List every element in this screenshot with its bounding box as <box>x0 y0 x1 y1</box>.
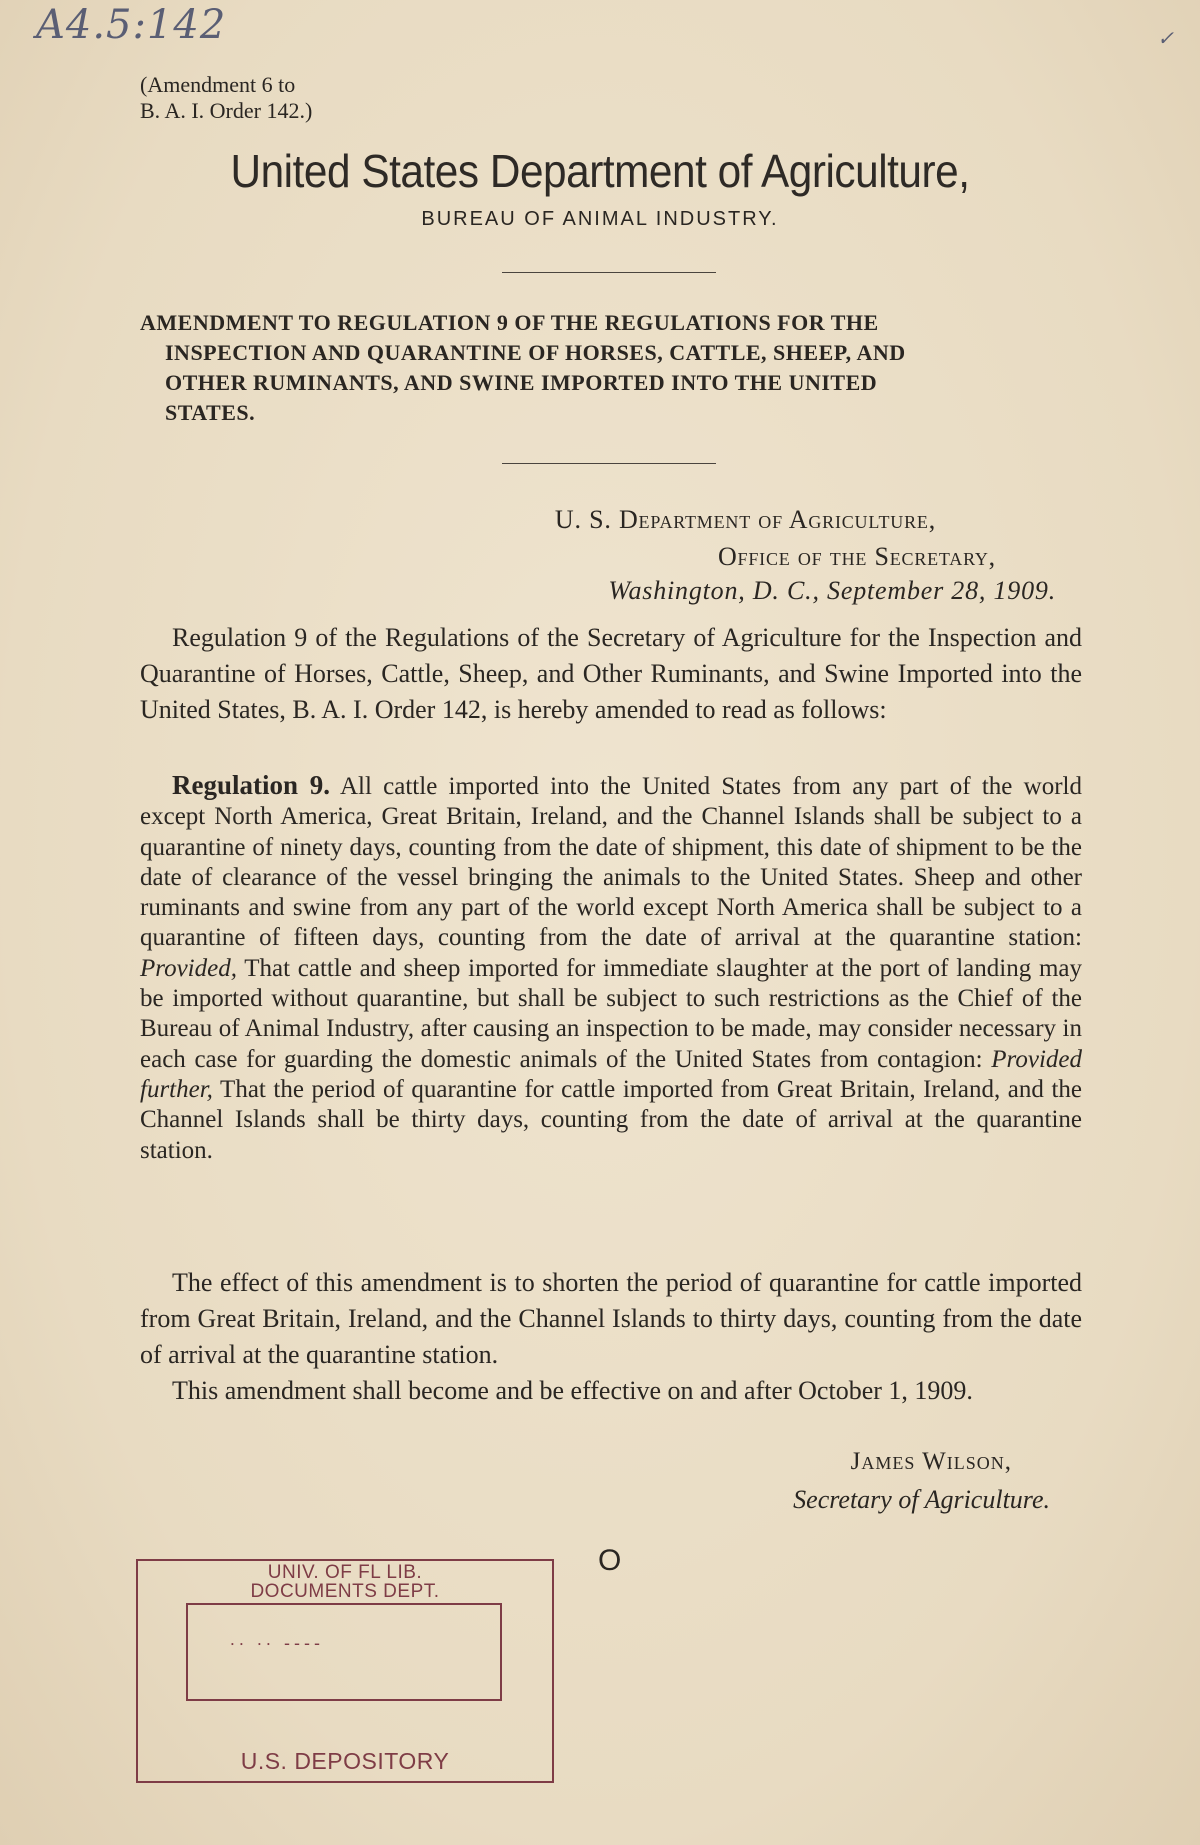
stamp-marks: ∙∙ ∙∙ ---- <box>230 1633 324 1653</box>
intro-paragraph: Regulation 9 of the Regulations of the Secretary of Agriculture for the Inspection and Quarantine of Horses, Cattle, Sheep, and Other Ruminants, and Swine Imported into the United States, B. A. I. Order 142, is hereby amended to read as follows: <box>140 623 1082 724</box>
bureau-subtitle: BUREAU OF ANIMAL INDUSTRY. <box>421 208 779 230</box>
amendment-note-line1: (Amendment 6 to <box>140 72 296 97</box>
stamp-inner-box <box>186 1603 502 1701</box>
signer-title: Secretary of Agriculture. <box>793 1485 1050 1514</box>
stamp-line2: DOCUMENTS DEPT. <box>250 1581 440 1602</box>
signer-name: James Wilson, <box>850 1448 1012 1475</box>
amendment-note <box>140 72 312 124</box>
regulation-text-b: That cattle and sheep imported for immediate slaughter at the port of landing may be imported without quarantine, but shall be subject to such restrictions as the Chief of the Bureau of Animal Industry, after causing an inspection to be made, may consider necessary in each case for guarding the domestic animals of the United States from contagion: <box>140 954 1082 1073</box>
department-title: United States Department of Agriculture, <box>230 145 970 197</box>
regulation-text-a: All cattle imported into the United States from any part of the world except North America, Great Britain, Ireland, and the Channel Islands shall be subject to a quarantine of ninety days, counting from the date of shipment, this date of shipment to be the date of clearance of the vessel bringing the animals to the United States. Sheep and other ruminants and swine from any part of the world except North America shall be subject to a quarantine of fifteen days, counting from the date of arrival at the quarantine station: <box>140 773 1082 952</box>
stamp-line1: UNIV. OF FL LIB. <box>267 1562 423 1583</box>
divider-rule-bottom <box>502 463 716 464</box>
dateline-office: Office of the Secretary, <box>717 542 996 571</box>
end-mark: O <box>598 1544 622 1577</box>
amendment-note-line2: B. A. I. Order 142.) <box>140 98 313 123</box>
corner-check-mark: ✓ <box>1157 26 1174 50</box>
regulation-paragraph <box>140 770 1082 1166</box>
amendment-heading <box>140 308 1082 428</box>
depository-stamp <box>136 1559 554 1783</box>
regulation-text-c: That the period of quarantine for cattle imported from Great Britain, Ireland, and the Channel Islands shall be thirty days, counting from the date of arrival at the quarantine station. <box>140 1075 1082 1164</box>
dateline-department: U. S. Department of Agriculture, <box>554 505 936 534</box>
effective-date-paragraph: This amendment shall become and be effective on and after October 1, 1909. <box>172 1376 973 1405</box>
handwritten-call-number: A4.5:142 <box>36 2 227 48</box>
stamp-header <box>138 1563 552 1601</box>
provided-clause: Provided, <box>140 954 237 982</box>
effect-paragraph: The effect of this amendment is to shorten the period of quarantine for cattle imported from Great Britain, Ireland, and the Channel Islands to thirty days, counting from the date of arrival at the quarantine station. <box>140 1268 1082 1369</box>
heading-line: INSPECTION AND QUARANTINE OF HORSES, CATTLE, SHEEP, AND <box>165 340 906 365</box>
provided-further-clause: Provided further, <box>140 1045 1082 1103</box>
divider-rule-top <box>502 272 716 273</box>
heading-line: AMENDMENT TO REGULATION 9 OF THE REGULATIONS FOR THE <box>140 310 879 335</box>
regulation-label: Regulation 9. <box>172 770 331 800</box>
stamp-footer: U.S. DEPOSITORY <box>240 1748 450 1774</box>
dateline-place-date: Washington, D. C., September 28, 1909. <box>608 576 1056 605</box>
heading-line: OTHER RUMINANTS, AND SWINE IMPORTED INTO THE UNITED <box>165 370 878 395</box>
heading-line: STATES. <box>165 400 256 425</box>
